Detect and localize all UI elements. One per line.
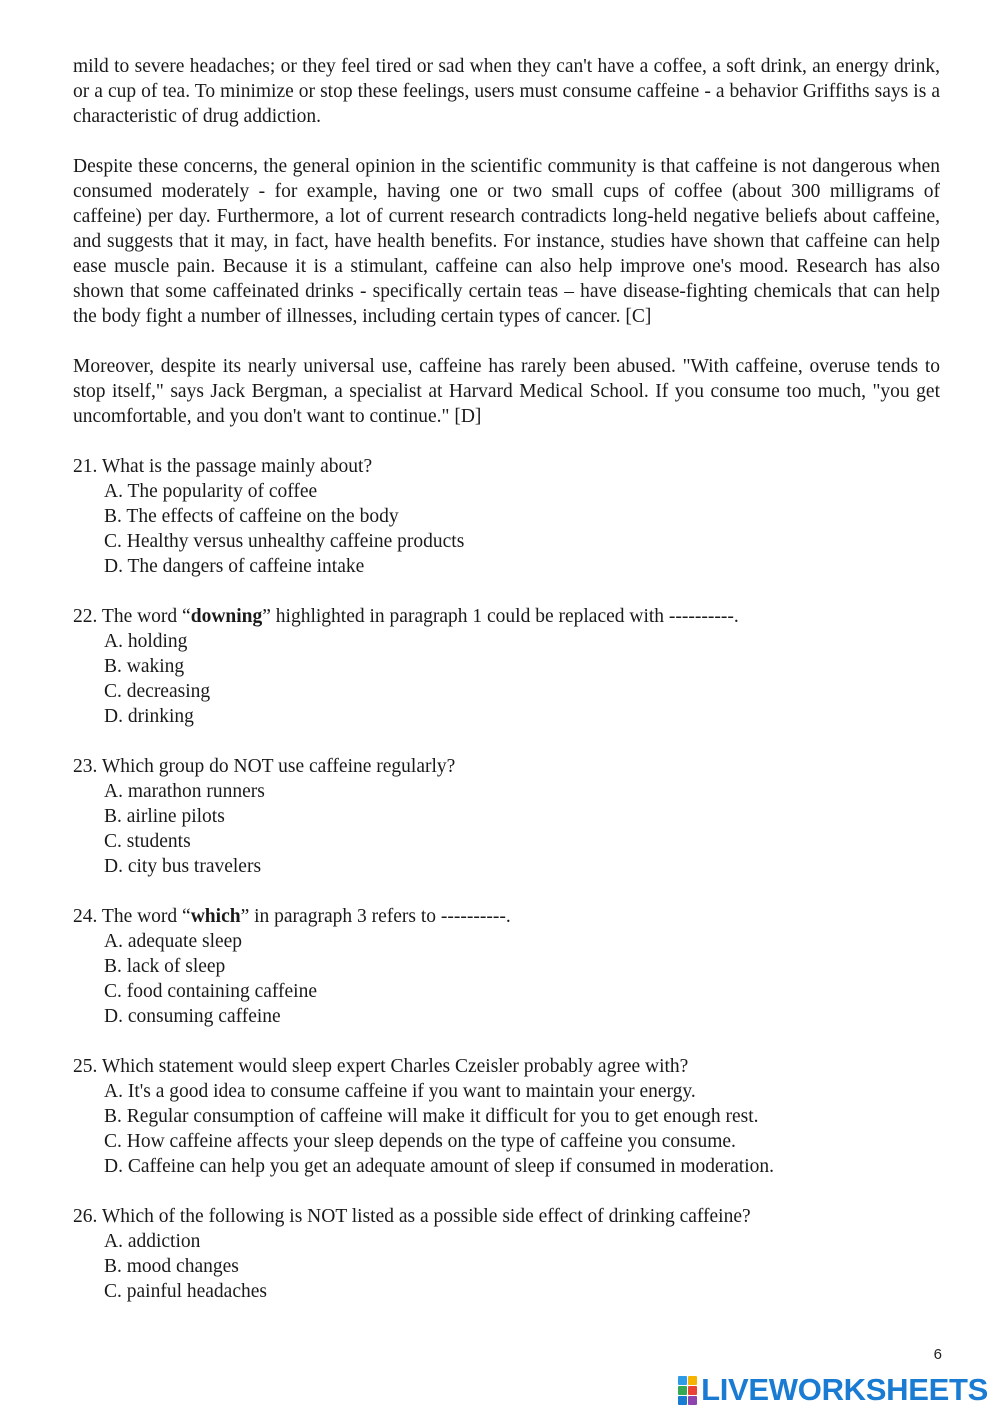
passage-paragraph: mild to severe headaches; or they feel tired or sad when they can't have a coffee, a soft drink, an energy drink, or a cup of tea. To minimize or stop these feelings, users must consume caffeine - a behavior Griffiths says is a characteristic of drug addiction.	[73, 56, 940, 127]
answer-option[interactable]: A. holding	[104, 631, 188, 652]
logo-square	[678, 1386, 687, 1395]
reading-passage	[73, 54, 940, 429]
highlighted-word: which	[190, 906, 241, 927]
question-number: 25.	[73, 1056, 98, 1077]
answer-options	[73, 1079, 940, 1179]
page-number: 6	[933, 1346, 942, 1363]
liveworksheets-logo[interactable]	[678, 1372, 988, 1408]
question-list	[73, 454, 940, 1304]
answer-option[interactable]: D. The dangers of caffeine intake	[104, 556, 365, 577]
question-number: 23.	[73, 756, 98, 777]
answer-option[interactable]: A. marathon runners	[104, 781, 265, 802]
logo-square	[678, 1396, 687, 1405]
question-stem	[73, 604, 940, 629]
answer-options	[73, 629, 940, 729]
answer-options	[73, 779, 940, 879]
question-24	[73, 904, 940, 1029]
answer-option[interactable]: B. waking	[104, 656, 185, 677]
question-number: 22.	[73, 606, 98, 627]
answer-option[interactable]: C. painful headaches	[104, 1281, 267, 1302]
question-26	[73, 1204, 940, 1304]
question-23	[73, 754, 940, 879]
question-22	[73, 604, 940, 729]
logo-square	[688, 1376, 697, 1385]
question-text: Which of the following is NOT listed as a possible side effect of drinking caffeine?	[101, 1206, 751, 1227]
question-21	[73, 454, 940, 579]
question-text: Which group do NOT use caffeine regularly?	[101, 756, 456, 777]
question-text: What is the passage mainly about?	[101, 456, 373, 477]
liveworksheets-logo-icon	[678, 1376, 697, 1405]
highlighted-word: downing	[190, 606, 263, 627]
question-number: 24.	[73, 906, 98, 927]
logo-square	[688, 1386, 697, 1395]
logo-square	[688, 1396, 697, 1405]
question-number: 26.	[73, 1206, 98, 1227]
answer-option[interactable]: A. addiction	[104, 1231, 201, 1252]
question-25	[73, 1054, 940, 1179]
question-stem	[73, 754, 940, 779]
passage-paragraph: Despite these concerns, the general opinion in the scientific community is that caffeine is not dangerous when consumed moderately - for example, having one or two small cups of coffee (about 300 milligrams of caffeine) per day. Furthermore, a lot of current research contradicts long-held negative beliefs about caffeine, and suggests that it may, in fact, have health benefits. For instance, studies have shown that caffeine can help ease muscle pain. Because it is a stimulant, caffeine can also help improve one's mood. Research has also shown that some caffeinated drinks - specifically certain teas – have disease-fighting chemicals that can help the body fight a number of illnesses, including certain types of cancer. [C]	[73, 156, 940, 327]
answer-option[interactable]: C. decreasing	[104, 681, 211, 702]
question-stem	[73, 454, 940, 479]
answer-options	[73, 1229, 940, 1304]
answer-option[interactable]: A. The popularity of coffee	[104, 481, 318, 502]
question-text-end: ” highlighted in paragraph 1 could be replaced with ----------.	[262, 606, 739, 627]
question-number: 21.	[73, 456, 98, 477]
question-stem	[73, 904, 940, 929]
answer-option[interactable]: C. students	[104, 831, 191, 852]
answer-option[interactable]: B. mood changes	[104, 1256, 239, 1277]
answer-option[interactable]: C. How caffeine affects your sleep depends on the type of caffeine you consume.	[104, 1131, 736, 1152]
answer-options	[73, 479, 940, 579]
answer-option[interactable]: A. It's a good idea to consume caffeine if you want to maintain your energy.	[104, 1081, 696, 1102]
answer-option[interactable]: A. adequate sleep	[104, 931, 243, 952]
question-text: The word “	[101, 606, 191, 627]
answer-option[interactable]: D. drinking	[104, 706, 194, 727]
answer-option[interactable]: D. Caffeine can help you get an adequate amount of sleep if consumed in moderation.	[104, 1156, 775, 1177]
answer-option[interactable]: D. city bus travelers	[104, 856, 262, 877]
brand-name: LIVEWORKSHEETS	[701, 1372, 988, 1407]
worksheet-page	[73, 54, 940, 1329]
answer-option[interactable]: B. Regular consumption of caffeine will make it difficult for you to get enough rest.	[104, 1106, 759, 1127]
question-text: The word “	[101, 906, 191, 927]
question-text-end: ” in paragraph 3 refers to ----------.	[240, 906, 511, 927]
logo-square	[678, 1376, 687, 1385]
answer-option[interactable]: D. consuming caffeine	[104, 1006, 281, 1027]
answer-option[interactable]: B. airline pilots	[104, 806, 225, 827]
answer-option[interactable]: C. Healthy versus unhealthy caffeine products	[104, 531, 465, 552]
question-stem	[73, 1204, 940, 1229]
answer-option[interactable]: B. lack of sleep	[104, 956, 226, 977]
question-text: Which statement would sleep expert Charles Czeisler probably agree with?	[101, 1056, 689, 1077]
passage-paragraph: Moreover, despite its nearly universal use, caffeine has rarely been abused. "With caffeine, overuse tends to stop itself," says Jack Bergman, a specialist at Harvard Medical School. If you consume too much, "you get uncomfortable, and you don't want to continue." [D]	[73, 356, 940, 427]
answer-option[interactable]: C. food containing caffeine	[104, 981, 317, 1002]
question-stem	[73, 1054, 940, 1079]
answer-option[interactable]: B. The effects of caffeine on the body	[104, 506, 399, 527]
answer-options	[73, 929, 940, 1029]
